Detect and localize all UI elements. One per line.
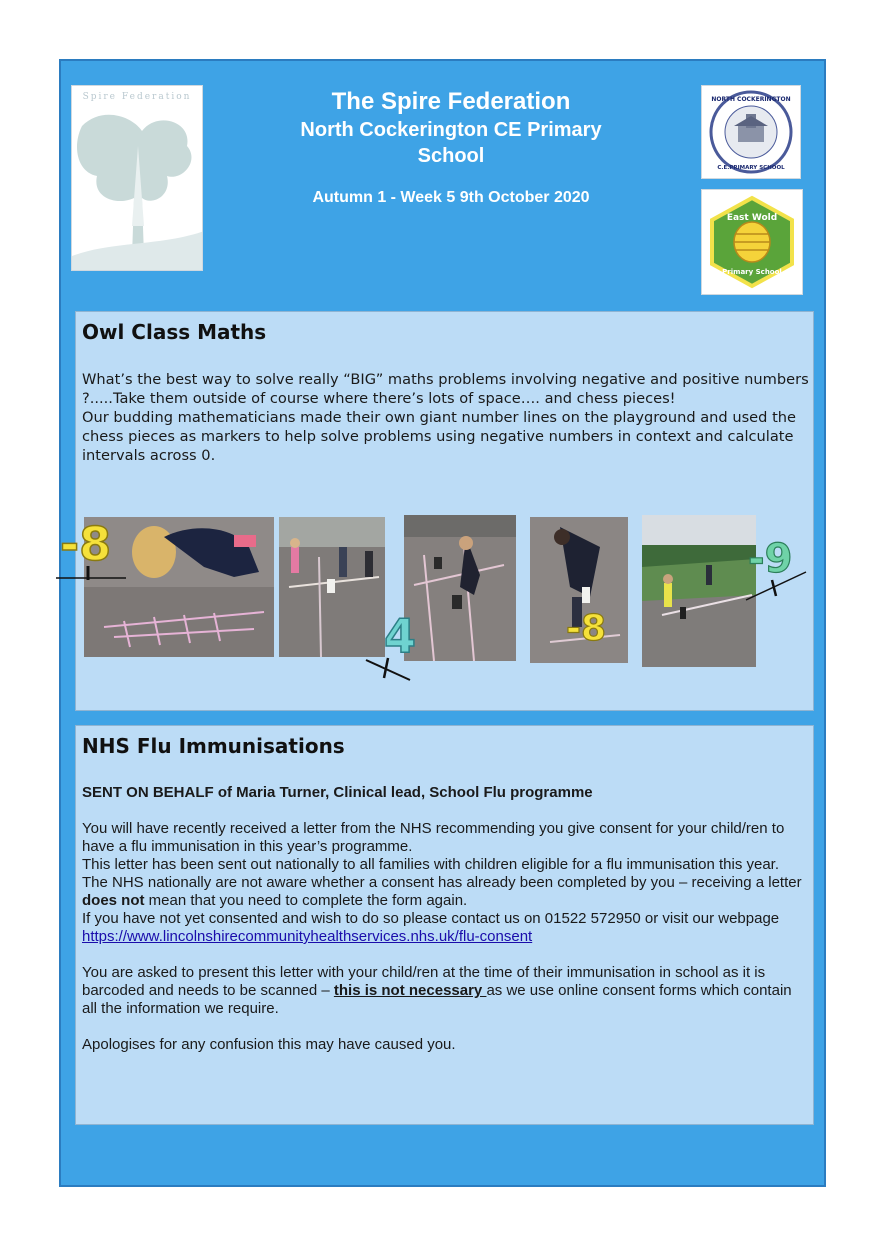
week-date-line: Autumn 1 - Week 5 9th October 2020 — [312, 189, 590, 206]
flu-line-4: If you have not yet consented and wish to do so please contact us on 01522 572950 or visit our webpage https://www.lincolnshirecommunityhealthservices.nhs.uk/flu-consent — [82, 910, 780, 945]
flu-does-not: does not — [82, 892, 145, 909]
svg-text:-8: -8 — [566, 608, 606, 649]
spire-tree-icon — [72, 106, 203, 271]
photo-field-number-line — [642, 515, 756, 667]
number-mark-minus-8 — [56, 508, 136, 603]
svg-text:NORTH COCKERINGTON: NORTH COCKERINGTON — [711, 96, 791, 103]
owl-paragraph-2: Our budding mathematicians made their own giant number lines on the playground and used the chess pieces as markers to help solve problems using negative numbers in context and calculate intervals across 0. — [82, 409, 797, 464]
school-crest-icon — [702, 86, 800, 178]
owl-class-title: Owl Class Maths — [82, 320, 267, 344]
flu-title: NHS Flu Immunisations — [82, 734, 345, 758]
svg-text:Primary School: Primary School — [722, 268, 782, 276]
svg-text:-8: -8 — [60, 517, 112, 571]
svg-text:C.E.PRIMARY SCHOOL: C.E.PRIMARY SCHOOL — [717, 165, 785, 171]
spire-federation-logo — [71, 85, 203, 271]
flu-line-2: This letter has been sent out nationally to all families with children eligible for a flu immunisation this year. — [82, 856, 780, 873]
svg-text:-9: -9 — [748, 536, 793, 582]
owl-class-maths-section — [60, 311, 814, 711]
federation-title: The Spire Federation — [331, 88, 571, 115]
flu-paragraph-2: You are asked to present this letter with your child/ren at the time of their immunisation in school as it is barcoded and needs to be scanned – this is not necessary as we use online consent forms which contain all the information we require. — [82, 964, 792, 1017]
owl-class-text — [82, 370, 810, 465]
nhs-flu-section — [75, 725, 814, 1125]
flu-line-3: The NHS nationally are not aware whether a consent has already been completed by you – receiving a letter does not mean that you need to complete the form again. — [82, 874, 802, 909]
newsletter-header — [251, 87, 651, 209]
flu-not-necessary: this is not necessary — [333, 982, 487, 999]
svg-text:4: 4 — [384, 609, 417, 663]
number-mark-4 — [360, 602, 440, 707]
logo-text: Spire Federation — [82, 92, 192, 102]
flu-paragraph-3: Apologises for any confusion this may have caused you. — [82, 1036, 456, 1053]
number-mark-minus-9 — [742, 526, 822, 611]
flu-subheading: SENT ON BEHALF of Maria Turner, Clinical lead, School Flu programme — [82, 784, 593, 801]
flu-line-1: You will have recently received a letter from the NHS recommending you give consent for your child/ren to have a flu immunisation in this year’s programme. — [82, 820, 785, 855]
east-wold-badge — [701, 189, 803, 295]
school-name: North Cockerington CE Primary School — [300, 119, 602, 167]
owl-paragraph-1: What’s the best way to solve really “BIG” maths problems involving negative and positive numbers ?.....Take them outside of course where there’s lots of space…. and chess pieces! — [82, 371, 809, 407]
flu-consent-link[interactable]: https://www.lincolnshirecommunityhealthservices.nhs.uk/flu-consent — [82, 928, 533, 945]
flu-text — [82, 784, 810, 1054]
beehive-hexagon-icon — [702, 190, 802, 294]
svg-text:East Wold: East Wold — [726, 213, 778, 223]
newsletter-page — [59, 59, 826, 1187]
number-mark-minus-8-second — [562, 594, 632, 659]
north-cockerington-badge — [701, 85, 801, 179]
